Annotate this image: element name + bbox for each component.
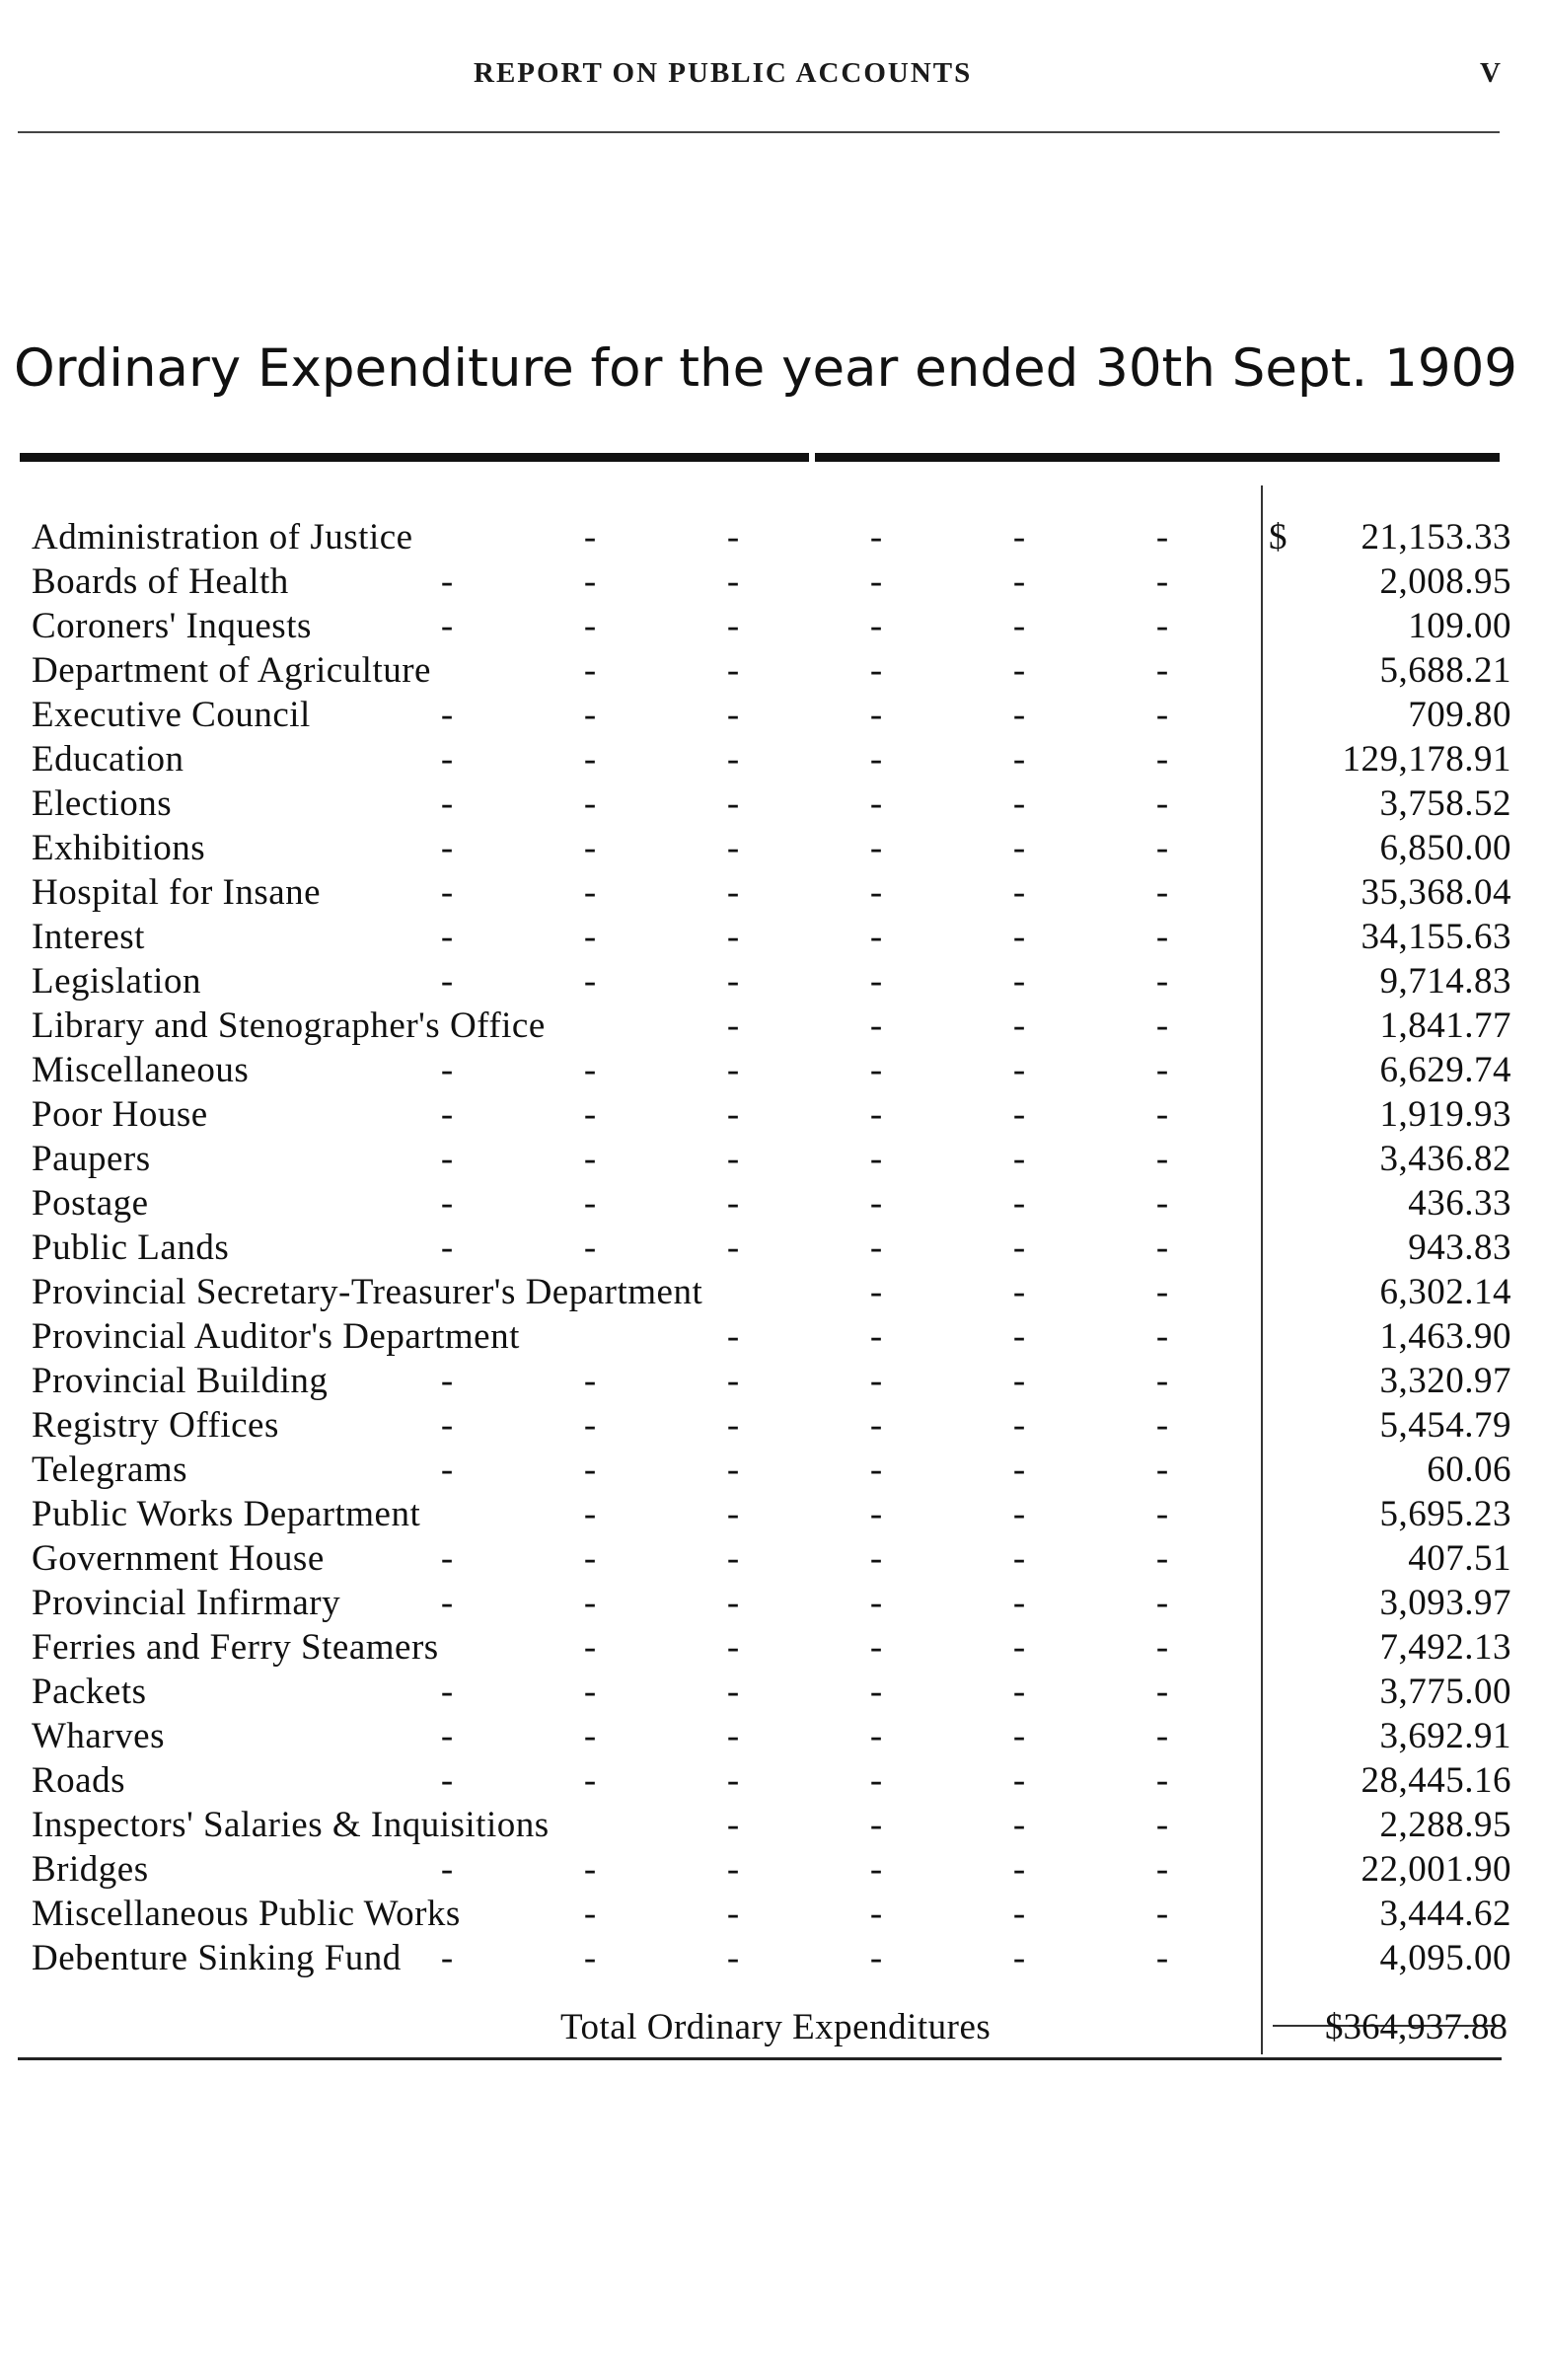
leader-dash: -: [869, 1227, 883, 1268]
leader-dash: -: [440, 1716, 454, 1756]
leader-dash: -: [440, 1760, 454, 1801]
leader-dash: -: [1012, 1849, 1026, 1890]
list-item: [32, 1092, 1511, 1137]
leader-dash: -: [1012, 1405, 1026, 1446]
item-amount: 1,463.90: [1379, 1316, 1511, 1357]
leader-dash: -: [726, 1938, 740, 1978]
leader-dash: -: [1012, 783, 1026, 824]
leader-dash: -: [583, 1538, 597, 1579]
leader-dash: -: [869, 828, 883, 868]
leader-dash: -: [1155, 1538, 1169, 1579]
total-label: Total Ordinary Expenditures: [560, 2007, 992, 2047]
item-amount: 436.33: [1408, 1183, 1511, 1224]
leader-dash: -: [583, 1450, 597, 1490]
leader-dash: -: [583, 1672, 597, 1712]
leader-dash: -: [726, 1894, 740, 1934]
item-label: Paupers: [32, 1139, 151, 1179]
leader-dash: -: [869, 1139, 883, 1179]
leader-dash: -: [583, 1627, 597, 1668]
page-number: V: [1480, 57, 1501, 89]
leader-dash: -: [1155, 828, 1169, 868]
leader-dash: -: [1012, 739, 1026, 780]
leader-dash: -: [1012, 1538, 1026, 1579]
leader-dash: -: [1155, 872, 1169, 913]
leader-dash: -: [583, 1894, 597, 1934]
leader-dash: -: [869, 650, 883, 691]
leader-dash: -: [440, 1583, 454, 1623]
leader-dash: -: [726, 961, 740, 1002]
leader-dash: -: [583, 1050, 597, 1090]
item-label: Registry Offices: [32, 1405, 279, 1446]
leader-dash: -: [1155, 1227, 1169, 1268]
leader-dash: -: [1155, 1450, 1169, 1490]
leader-dash: -: [869, 1760, 883, 1801]
leader-dash: -: [1012, 1805, 1026, 1845]
list-item: [32, 1847, 1511, 1892]
item-amount: 3,436.82: [1379, 1139, 1511, 1179]
leader-dash: -: [1012, 1672, 1026, 1712]
leader-dash: -: [1012, 517, 1026, 558]
list-item: [32, 604, 1511, 648]
leader-dash: -: [726, 739, 740, 780]
leader-dash: -: [869, 1316, 883, 1357]
leader-dash: -: [726, 828, 740, 868]
leader-dash: -: [1155, 1494, 1169, 1534]
item-label: Roads: [32, 1760, 125, 1801]
leader-dash: -: [1012, 961, 1026, 1002]
item-amount: 34,155.63: [1361, 917, 1511, 957]
leader-dash: -: [726, 695, 740, 735]
item-amount: 6,850.00: [1379, 828, 1511, 868]
item-label: Coroners' Inquests: [32, 606, 312, 646]
header-rule: [18, 131, 1500, 133]
item-label: Department of Agriculture: [32, 650, 431, 691]
item-label: Provincial Auditor's Department: [32, 1316, 520, 1357]
leader-dash: -: [1155, 1139, 1169, 1179]
leader-dash: -: [1155, 650, 1169, 691]
list-item: [32, 1581, 1511, 1625]
leader-dash: -: [440, 1227, 454, 1268]
leader-dash: -: [869, 561, 883, 602]
leader-dash: -: [440, 783, 454, 824]
item-amount: 35,368.04: [1361, 872, 1511, 913]
item-label: Miscellaneous Public Works: [32, 1894, 461, 1934]
list-item: [32, 826, 1511, 870]
list-item: [32, 693, 1511, 737]
list-item: [32, 1181, 1511, 1226]
item-amount: 129,178.91: [1342, 739, 1511, 780]
item-amount: 943.83: [1408, 1227, 1511, 1268]
leader-dash: -: [869, 517, 883, 558]
list-item: [32, 515, 1511, 559]
item-label: Packets: [32, 1672, 147, 1712]
item-label: Public Lands: [32, 1227, 230, 1268]
leader-dash: -: [1155, 961, 1169, 1002]
item-label: Provincial Secretary-Treasurer's Department: [32, 1272, 703, 1312]
leader-dash: -: [1012, 1494, 1026, 1534]
leader-dash: -: [869, 1538, 883, 1579]
item-amount: 3,320.97: [1379, 1361, 1511, 1401]
leader-dash: -: [1012, 1316, 1026, 1357]
item-label: Boards of Health: [32, 561, 289, 602]
item-amount: 1,919.93: [1379, 1094, 1511, 1135]
leader-dash: -: [726, 1627, 740, 1668]
leader-dash: -: [583, 917, 597, 957]
leader-dash: -: [726, 1494, 740, 1534]
leader-dash: -: [869, 783, 883, 824]
item-amount: 3,444.62: [1379, 1894, 1511, 1934]
leader-dash: -: [1155, 1938, 1169, 1978]
leader-dash: -: [440, 917, 454, 957]
item-amount: 3,692.91: [1379, 1716, 1511, 1756]
leader-dash: -: [1155, 1050, 1169, 1090]
leader-dash: -: [1155, 1849, 1169, 1890]
page-title: Ordinary Expenditure for the year ended 30th Sept. 1909: [14, 338, 1518, 399]
expenditure-list: [32, 515, 1511, 1980]
title-rule-right: [815, 453, 1500, 462]
leader-dash: -: [1012, 1094, 1026, 1135]
leader-dash: -: [726, 1849, 740, 1890]
item-label: Elections: [32, 783, 173, 824]
leader-dash: -: [726, 872, 740, 913]
item-amount: 6,629.74: [1379, 1050, 1511, 1090]
leader-dash: -: [583, 1849, 597, 1890]
leader-dash: -: [869, 1938, 883, 1978]
leader-dash: -: [869, 1716, 883, 1756]
leader-dash: -: [726, 1716, 740, 1756]
leader-dash: -: [583, 650, 597, 691]
leader-dash: -: [869, 1361, 883, 1401]
item-amount: 109.00: [1408, 606, 1511, 646]
leader-dash: -: [1155, 1894, 1169, 1934]
leader-dash: -: [1155, 517, 1169, 558]
leader-dash: -: [726, 1139, 740, 1179]
leader-dash: -: [583, 1405, 597, 1446]
leader-dash: -: [1155, 1005, 1169, 1046]
leader-dash: -: [583, 561, 597, 602]
leader-dash: -: [1012, 1716, 1026, 1756]
leader-dash: -: [869, 1583, 883, 1623]
leader-dash: -: [726, 917, 740, 957]
leader-dash: -: [869, 917, 883, 957]
item-label: Exhibitions: [32, 828, 206, 868]
item-label: Telegrams: [32, 1450, 188, 1490]
item-label: Miscellaneous: [32, 1050, 250, 1090]
leader-dash: -: [1012, 606, 1026, 646]
item-label: Hospital for Insane: [32, 872, 322, 913]
list-item: [32, 915, 1511, 959]
total-row: [0, 2003, 1545, 2052]
leader-dash: -: [1012, 650, 1026, 691]
item-label: Provincial Building: [32, 1361, 329, 1401]
item-amount: 3,775.00: [1379, 1672, 1511, 1712]
leader-dash: -: [869, 1183, 883, 1224]
list-item: [32, 1226, 1511, 1270]
leader-dash: -: [1155, 561, 1169, 602]
item-label: Administration of Justice: [32, 517, 413, 558]
item-amount: 60.06: [1427, 1450, 1511, 1490]
leader-dash: -: [1155, 1405, 1169, 1446]
leader-dash: -: [1155, 1272, 1169, 1312]
leader-dash: -: [1155, 1583, 1169, 1623]
item-amount: 5,695.23: [1379, 1494, 1511, 1534]
leader-dash: -: [869, 872, 883, 913]
leader-dash: -: [869, 961, 883, 1002]
leader-dash: -: [583, 1494, 597, 1534]
leader-dash: -: [583, 1760, 597, 1801]
leader-dash: -: [726, 606, 740, 646]
list-item: [32, 1048, 1511, 1092]
leader-dash: -: [726, 1583, 740, 1623]
list-item: [32, 1625, 1511, 1670]
leader-dash: -: [869, 1005, 883, 1046]
leader-dash: -: [869, 1050, 883, 1090]
leader-dash: -: [869, 1494, 883, 1534]
item-label: Government House: [32, 1538, 325, 1579]
list-item: [32, 1714, 1511, 1758]
item-label: Postage: [32, 1183, 149, 1224]
leader-dash: -: [869, 1805, 883, 1845]
leader-dash: -: [440, 739, 454, 780]
leader-dash: -: [726, 650, 740, 691]
leader-dash: -: [726, 561, 740, 602]
leader-dash: -: [1155, 1183, 1169, 1224]
list-item: [32, 1758, 1511, 1803]
leader-dash: -: [869, 695, 883, 735]
list-item: [32, 1892, 1511, 1936]
list-item: [32, 959, 1511, 1004]
leader-dash: -: [440, 1450, 454, 1490]
leader-dash: -: [583, 1361, 597, 1401]
leader-dash: -: [1012, 1272, 1026, 1312]
leader-dash: -: [583, 695, 597, 735]
leader-dash: -: [726, 1450, 740, 1490]
leader-dash: -: [1012, 695, 1026, 735]
list-item: [32, 870, 1511, 915]
leader-dash: -: [583, 1094, 597, 1135]
leader-dash: -: [1012, 1361, 1026, 1401]
leader-dash: -: [583, 606, 597, 646]
leader-dash: -: [869, 1450, 883, 1490]
leader-dash: -: [583, 739, 597, 780]
leader-dash: -: [726, 1050, 740, 1090]
item-label: Ferries and Ferry Steamers: [32, 1627, 439, 1668]
item-amount: 3,758.52: [1379, 783, 1511, 824]
item-amount: 22,001.90: [1361, 1849, 1511, 1890]
leader-dash: -: [583, 517, 597, 558]
leader-dash: -: [869, 1094, 883, 1135]
list-item: [32, 1492, 1511, 1536]
leader-dash: -: [726, 1672, 740, 1712]
list-item: [32, 648, 1511, 693]
item-label: Public Works Department: [32, 1494, 421, 1534]
leader-dash: -: [1155, 1716, 1169, 1756]
item-amount: 407.51: [1408, 1538, 1511, 1579]
item-amount: 6,302.14: [1379, 1272, 1511, 1312]
leader-dash: -: [1012, 1050, 1026, 1090]
item-amount: 21,153.33: [1361, 517, 1511, 558]
leader-dash: -: [726, 1760, 740, 1801]
title-rule-left: [20, 453, 809, 462]
leader-dash: -: [583, 783, 597, 824]
list-item: [32, 1004, 1511, 1048]
leader-dash: -: [583, 872, 597, 913]
leader-dash: -: [440, 961, 454, 1002]
leader-dash: -: [1012, 1760, 1026, 1801]
item-label: Legislation: [32, 961, 201, 1002]
item-amount: 7,492.13: [1379, 1627, 1511, 1668]
leader-dash: -: [726, 1316, 740, 1357]
leader-dash: -: [869, 1272, 883, 1312]
list-item: [32, 1403, 1511, 1448]
leader-dash: -: [440, 1050, 454, 1090]
leader-dash: -: [1155, 606, 1169, 646]
list-item: [32, 1536, 1511, 1581]
list-item: [32, 1936, 1511, 1980]
leader-dash: -: [583, 1139, 597, 1179]
leader-dash: -: [1012, 872, 1026, 913]
leader-dash: -: [1155, 783, 1169, 824]
item-label: Library and Stenographer's Office: [32, 1005, 546, 1046]
leader-dash: -: [1012, 1627, 1026, 1668]
item-label: Executive Council: [32, 695, 311, 735]
item-amount: 28,445.16: [1361, 1760, 1511, 1801]
leader-dash: -: [440, 695, 454, 735]
leader-dash: -: [440, 1361, 454, 1401]
leader-dash: -: [1155, 1627, 1169, 1668]
item-amount: 3,093.97: [1379, 1583, 1511, 1623]
leader-dash: -: [1012, 1450, 1026, 1490]
item-amount: 5,688.21: [1379, 650, 1511, 691]
list-item: [32, 1803, 1511, 1847]
item-amount: 709.80: [1408, 695, 1511, 735]
total-amount: $364,937.88: [1325, 2007, 1508, 2047]
leader-dash: -: [1012, 917, 1026, 957]
leader-dash: -: [726, 1538, 740, 1579]
list-item: [32, 1270, 1511, 1314]
list-item: [32, 737, 1511, 781]
leader-dash: -: [1012, 561, 1026, 602]
item-amount: 4,095.00: [1379, 1938, 1511, 1978]
leader-dash: -: [726, 1805, 740, 1845]
leader-dash: -: [440, 1094, 454, 1135]
item-label: Debenture Sinking Fund: [32, 1938, 402, 1978]
item-amount: 5,454.79: [1379, 1405, 1511, 1446]
leader-dash: -: [1012, 1894, 1026, 1934]
leader-dash: -: [440, 606, 454, 646]
leader-dash: -: [1155, 917, 1169, 957]
bottom-rule: [18, 2057, 1502, 2060]
leader-dash: -: [440, 1139, 454, 1179]
leader-dash: -: [583, 1183, 597, 1224]
currency-symbol: $: [1269, 517, 1288, 558]
leader-dash: -: [726, 1361, 740, 1401]
leader-dash: -: [440, 1538, 454, 1579]
leader-dash: -: [440, 872, 454, 913]
list-item: [32, 1314, 1511, 1359]
item-label: Interest: [32, 917, 145, 957]
leader-dash: -: [1155, 1094, 1169, 1135]
item-label: Poor House: [32, 1094, 208, 1135]
leader-dash: -: [726, 1005, 740, 1046]
leader-dash: -: [726, 1183, 740, 1224]
leader-dash: -: [869, 606, 883, 646]
leader-dash: -: [726, 1405, 740, 1446]
item-label: Wharves: [32, 1716, 165, 1756]
leader-dash: -: [869, 1405, 883, 1446]
item-label: Education: [32, 739, 184, 780]
leader-dash: -: [440, 561, 454, 602]
leader-dash: -: [1155, 1361, 1169, 1401]
leader-dash: -: [583, 1938, 597, 1978]
leader-dash: -: [869, 1627, 883, 1668]
leader-dash: -: [1012, 1183, 1026, 1224]
leader-dash: -: [1155, 739, 1169, 780]
leader-dash: -: [869, 1849, 883, 1890]
leader-dash: -: [726, 1094, 740, 1135]
leader-dash: -: [869, 739, 883, 780]
item-label: Bridges: [32, 1849, 149, 1890]
list-item: [32, 559, 1511, 604]
leader-dash: -: [440, 1672, 454, 1712]
list-item: [32, 1137, 1511, 1181]
list-item: [32, 1448, 1511, 1492]
leader-dash: -: [583, 961, 597, 1002]
item-label: Inspectors' Salaries & Inquisitions: [32, 1805, 550, 1845]
leader-dash: -: [440, 1938, 454, 1978]
leader-dash: -: [440, 1183, 454, 1224]
leader-dash: -: [726, 517, 740, 558]
leader-dash: -: [583, 1716, 597, 1756]
leader-dash: -: [1155, 1760, 1169, 1801]
leader-dash: -: [1155, 1672, 1169, 1712]
leader-dash: -: [440, 1405, 454, 1446]
leader-dash: -: [1012, 1005, 1026, 1046]
leader-dash: -: [1155, 1316, 1169, 1357]
item-amount: 1,841.77: [1379, 1005, 1511, 1046]
list-item: [32, 1359, 1511, 1403]
leader-dash: -: [1155, 1805, 1169, 1845]
leader-dash: -: [583, 1583, 597, 1623]
leader-dash: -: [1155, 695, 1169, 735]
running-head: REPORT ON PUBLIC ACCOUNTS: [474, 57, 973, 89]
leader-dash: -: [869, 1672, 883, 1712]
leader-dash: -: [869, 1894, 883, 1934]
leader-dash: -: [1012, 1938, 1026, 1978]
item-amount: 2,008.95: [1379, 561, 1511, 602]
item-label: Provincial Infirmary: [32, 1583, 341, 1623]
leader-dash: -: [726, 783, 740, 824]
leader-dash: -: [1012, 1139, 1026, 1179]
leader-dash: -: [1012, 1583, 1026, 1623]
list-item: [32, 1670, 1511, 1714]
leader-dash: -: [583, 1227, 597, 1268]
leader-dash: -: [1012, 1227, 1026, 1268]
leader-dash: -: [726, 1227, 740, 1268]
item-amount: 9,714.83: [1379, 961, 1511, 1002]
leader-dash: -: [440, 828, 454, 868]
leader-dash: -: [583, 828, 597, 868]
leader-dash: -: [1012, 828, 1026, 868]
leader-dash: -: [440, 1849, 454, 1890]
list-item: [32, 781, 1511, 826]
item-amount: 2,288.95: [1379, 1805, 1511, 1845]
